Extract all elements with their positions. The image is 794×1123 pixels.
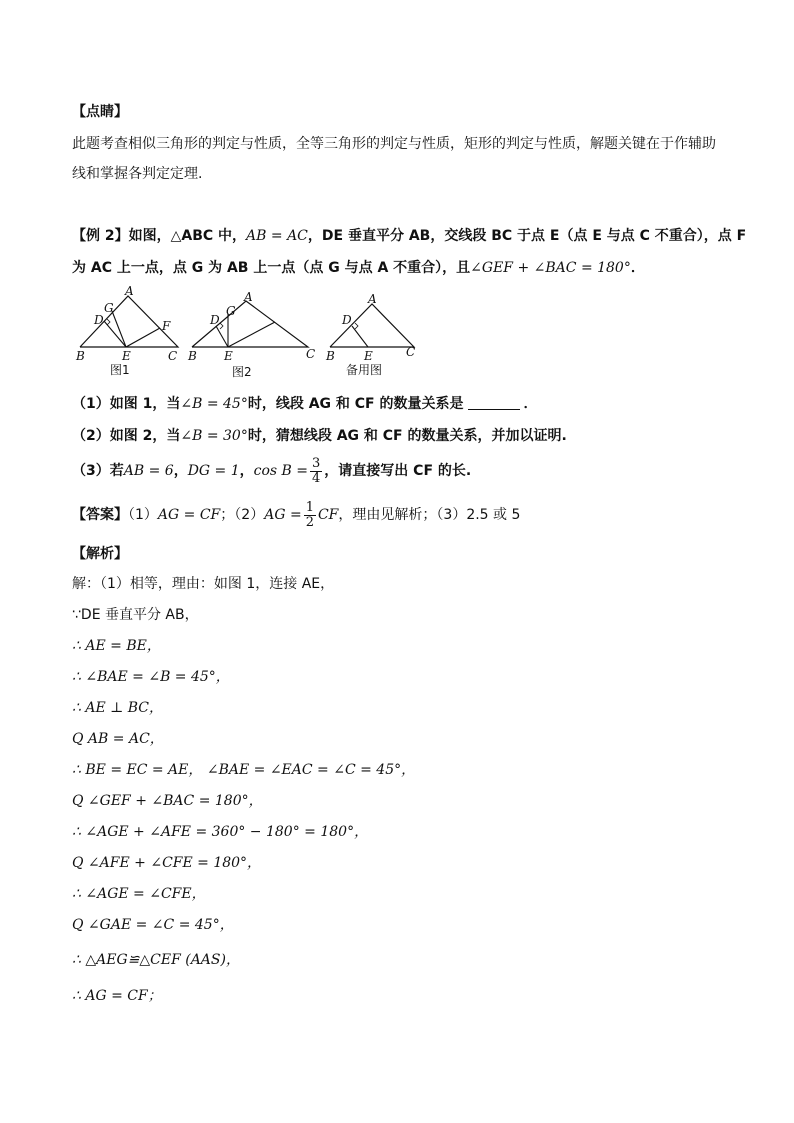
q3-fraction	[310, 457, 322, 486]
fig2-label-g: G	[226, 304, 236, 318]
q3-math-cos: cos B =	[253, 463, 309, 479]
fig1-label-e: E	[122, 349, 131, 363]
answer-fraction-den: 2	[305, 514, 314, 530]
answer-tag: 【答案】	[72, 507, 128, 523]
answer-part-3: ，理由见解析；（3）2.5 或 5	[338, 507, 521, 523]
fig1-label-f: F	[162, 319, 171, 333]
q1-text: 时，线段 AG 和 CF 的数量关系是	[247, 396, 464, 412]
answer-part-2: ；（2）	[220, 507, 265, 523]
fig3-label-c: C	[406, 345, 416, 359]
q3-math-ab: AB = 6	[123, 463, 174, 479]
figure-2	[187, 290, 315, 379]
analysis-line: ∴ ∠BAE = ∠B = 45°，	[72, 669, 230, 685]
fig1-label-b: B	[76, 349, 85, 363]
fig3-label-d: D	[342, 313, 352, 327]
answer-math-2a: AG =	[264, 507, 302, 523]
example-tag: 【例 2】	[72, 228, 129, 244]
example-line2-math: ∠GEF + ∠BAC = 180°	[470, 260, 631, 276]
figure-1	[75, 284, 178, 377]
fig2-label-d: D	[210, 313, 220, 327]
q2-math: ∠B = 30°	[180, 428, 248, 444]
q3-fraction-den: 4	[312, 470, 321, 486]
question-2	[72, 426, 567, 446]
answer-math-2b: CF	[317, 507, 339, 523]
fig2-caption: 图2	[232, 365, 252, 379]
figures	[70, 284, 430, 384]
q2-text: 时，猜想线段 AG 和 CF 的数量关系，并加以证明.	[247, 428, 567, 444]
fig1-label-d: D	[94, 313, 104, 327]
figure-3	[325, 292, 415, 377]
question-1	[72, 394, 538, 414]
analysis-line: ∴ ∠AGE + ∠AFE = 360° − 180° = 180°，	[72, 824, 369, 840]
answer-math-1: AG = CF	[157, 507, 221, 523]
analysis-line: ∴ AG = CF；	[72, 988, 162, 1004]
fig2-label-c: C	[306, 347, 316, 361]
q2-prefix: （2）如图 2，当	[72, 428, 181, 444]
analysis-line: ∴ △AEG≌△CEF (AAS)，	[72, 952, 240, 968]
q1-math: ∠B = 45°	[180, 396, 248, 412]
dianjing-line-2: 线和掌握各判定定理.	[72, 166, 203, 182]
analysis-line: ∴ AE ⊥ BC，	[72, 700, 164, 716]
q3-fraction-num: 3	[312, 455, 321, 471]
q1-answer-blank	[468, 395, 520, 410]
fig2-label-e: E	[224, 349, 233, 363]
q1-prefix: （1）如图 1，当	[72, 396, 181, 412]
analysis-line: Q ∠GAE = ∠C = 45°，	[72, 917, 234, 933]
q1-end: ．	[523, 396, 538, 412]
q3-text: ，请直接写出 CF 的长.	[324, 463, 472, 479]
fig1-label-g: G	[104, 301, 114, 315]
example-line1-c: ，DE 垂直平分 AB，交线段 BC 于点 E（点 E 与点 C 不重合），点 F	[307, 228, 747, 244]
fig1-label-c: C	[168, 349, 178, 363]
fig2-label-b: B	[188, 349, 197, 363]
q3-sep-1: ，	[173, 463, 188, 479]
answer-part-1: （1）	[128, 507, 158, 523]
analysis-line: ∵DE 垂直平分 AB，	[72, 607, 199, 623]
analysis-line: ∴ ∠AGE = ∠CFE，	[72, 886, 206, 902]
dianjing-heading: 【点睛】	[72, 104, 128, 120]
fig1-caption: 图1	[110, 363, 130, 377]
analysis-line: Q AB = AC，	[72, 731, 164, 747]
fig3-caption: 备用图	[346, 363, 383, 377]
answer-line	[72, 500, 520, 530]
example-line2-c: ．	[630, 260, 645, 276]
analysis-line: ∴ BE = EC = AE， ∠BAE = ∠EAC = ∠C = 45°，	[72, 762, 416, 778]
fig1-label-a: A	[125, 284, 134, 298]
analysis-line: ∴ AE = BE，	[72, 638, 161, 654]
analysis-line: 解：（1）相等，理由：如图 1，连接 AE，	[72, 576, 335, 592]
answer-fraction-num: 1	[305, 499, 314, 515]
dianjing-line-1: 此题考查相似三角形的判定与性质，全等三角形的判定与性质，矩形的判定与性质，解题关键在于作辅助	[72, 136, 716, 152]
example-line-2	[72, 258, 645, 278]
example-line1-math: AB = AC	[246, 228, 308, 244]
q3-sep-2: ，	[239, 463, 254, 479]
q3-math-dg: DG = 1	[187, 463, 240, 479]
analysis-line: Q ∠AFE + ∠CFE = 180°，	[72, 855, 262, 871]
analysis-heading: 【解析】	[72, 546, 128, 562]
example-line2-a: 为 AC 上一点，点 G 为 AB 上一点（点 G 与点 A 不重合），且	[72, 260, 471, 276]
example-line1-a: 如图，△ABC 中，	[128, 228, 247, 244]
analysis-line: Q ∠GEF + ∠BAC = 180°，	[72, 793, 263, 809]
fig3-label-e: E	[364, 349, 373, 363]
question-3	[72, 456, 471, 486]
fig3-label-b: B	[326, 349, 335, 363]
q3-prefix: （3）若	[72, 463, 124, 479]
fig3-label-a: A	[368, 292, 377, 306]
answer-fraction	[304, 501, 316, 530]
example-line-1	[72, 226, 746, 246]
fig2-label-a: A	[244, 290, 253, 304]
